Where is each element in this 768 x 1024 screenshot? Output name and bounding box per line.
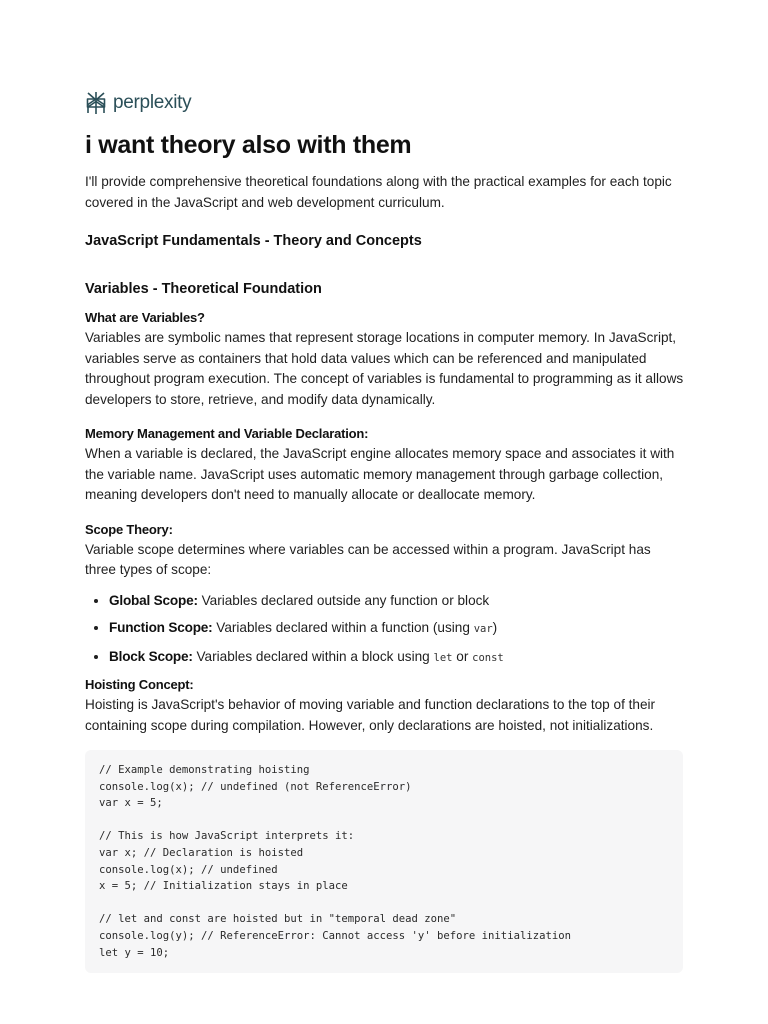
inline-code: var: [473, 623, 493, 635]
memory-management-label: Memory Management and Variable Declaration:: [85, 426, 369, 441]
document-page: [85, 88, 685, 973]
what-are-variables-section: [85, 308, 685, 410]
hoisting-section: [85, 675, 685, 736]
scope-theory-text: Variable scope determines where variables can be accessed within a program. JavaScript has three types of scope:: [85, 541, 651, 577]
inline-code: const: [472, 651, 504, 664]
what-are-variables-label: What are Variables?: [85, 310, 205, 325]
what-are-variables-text: Variables are symbolic names that represent storage locations in computer memory. In JavaScript, variables serve as containers that hold data values which can be referenced and manipulated throughout program execution. The concept of variables is fundamental to programming as it allows developers to store, retrieve, and modify data dynamically.: [85, 330, 684, 407]
list-item: [109, 618, 685, 639]
scope-desc: Variables declared within a function (using: [212, 620, 474, 635]
scope-term: Block Scope:: [109, 648, 193, 664]
scope-list: [85, 591, 685, 668]
brand-name: perplexity: [113, 92, 192, 113]
hoisting-label: Hoisting Concept:: [85, 677, 194, 692]
memory-management-section: [85, 424, 685, 506]
list-item: [109, 647, 685, 668]
list-item: [109, 591, 685, 611]
memory-management-text: When a variable is declared, the JavaScript engine allocates memory space and associates it with the variable name. JavaScript uses automatic memory management through garbage collection, meaning developers don't need to manually allocate or deallocate memory.: [85, 446, 675, 502]
intro-paragraph: I'll provide comprehensive theoretical foundations along with the practical examples for each topic covered in the JavaScript and web development curriculum.: [85, 174, 672, 210]
subsection-heading: Variables - Theoretical Foundation: [85, 281, 322, 297]
section-heading: JavaScript Fundamentals - Theory and Concepts: [85, 233, 422, 249]
brand-header[interactable]: [85, 88, 685, 118]
scope-desc: Variables declared outside any function or block: [197, 592, 490, 608]
scope-desc-tail: ): [492, 620, 498, 635]
scope-desc-mid: or: [452, 648, 473, 664]
page-title: i want theory also with them: [85, 131, 412, 159]
inline-code: let: [433, 651, 453, 664]
scope-theory-section: [85, 520, 685, 581]
scope-desc: Variables declared within a block using: [192, 648, 434, 664]
scope-term: Global Scope:: [109, 592, 198, 608]
code-content[interactable]: // Example demonstrating hoisting console.log(x); // undefined (not ReferenceError) var x = 5; // This is how JavaScript interprets it: var x; // Declaration is hoisted console.log(x); // undefined x = 5; // Initialization stays in place // let and const are hoisted but in "temporal dead zone" console.log(y); // ReferenceError: Cannot access 'y' before initialization let y = 10;: [99, 764, 571, 959]
scope-theory-label: Scope Theory:: [85, 521, 173, 537]
hoisting-text: Hoisting is JavaScript's behavior of moving variable and function declarations to the top of their containing scope during compilation. However, only declarations are hoisted, not initializations.: [85, 697, 656, 733]
perplexity-logo-icon: [85, 91, 107, 115]
code-block[interactable]: [85, 750, 683, 973]
scope-term: Function Scope:: [109, 620, 213, 635]
